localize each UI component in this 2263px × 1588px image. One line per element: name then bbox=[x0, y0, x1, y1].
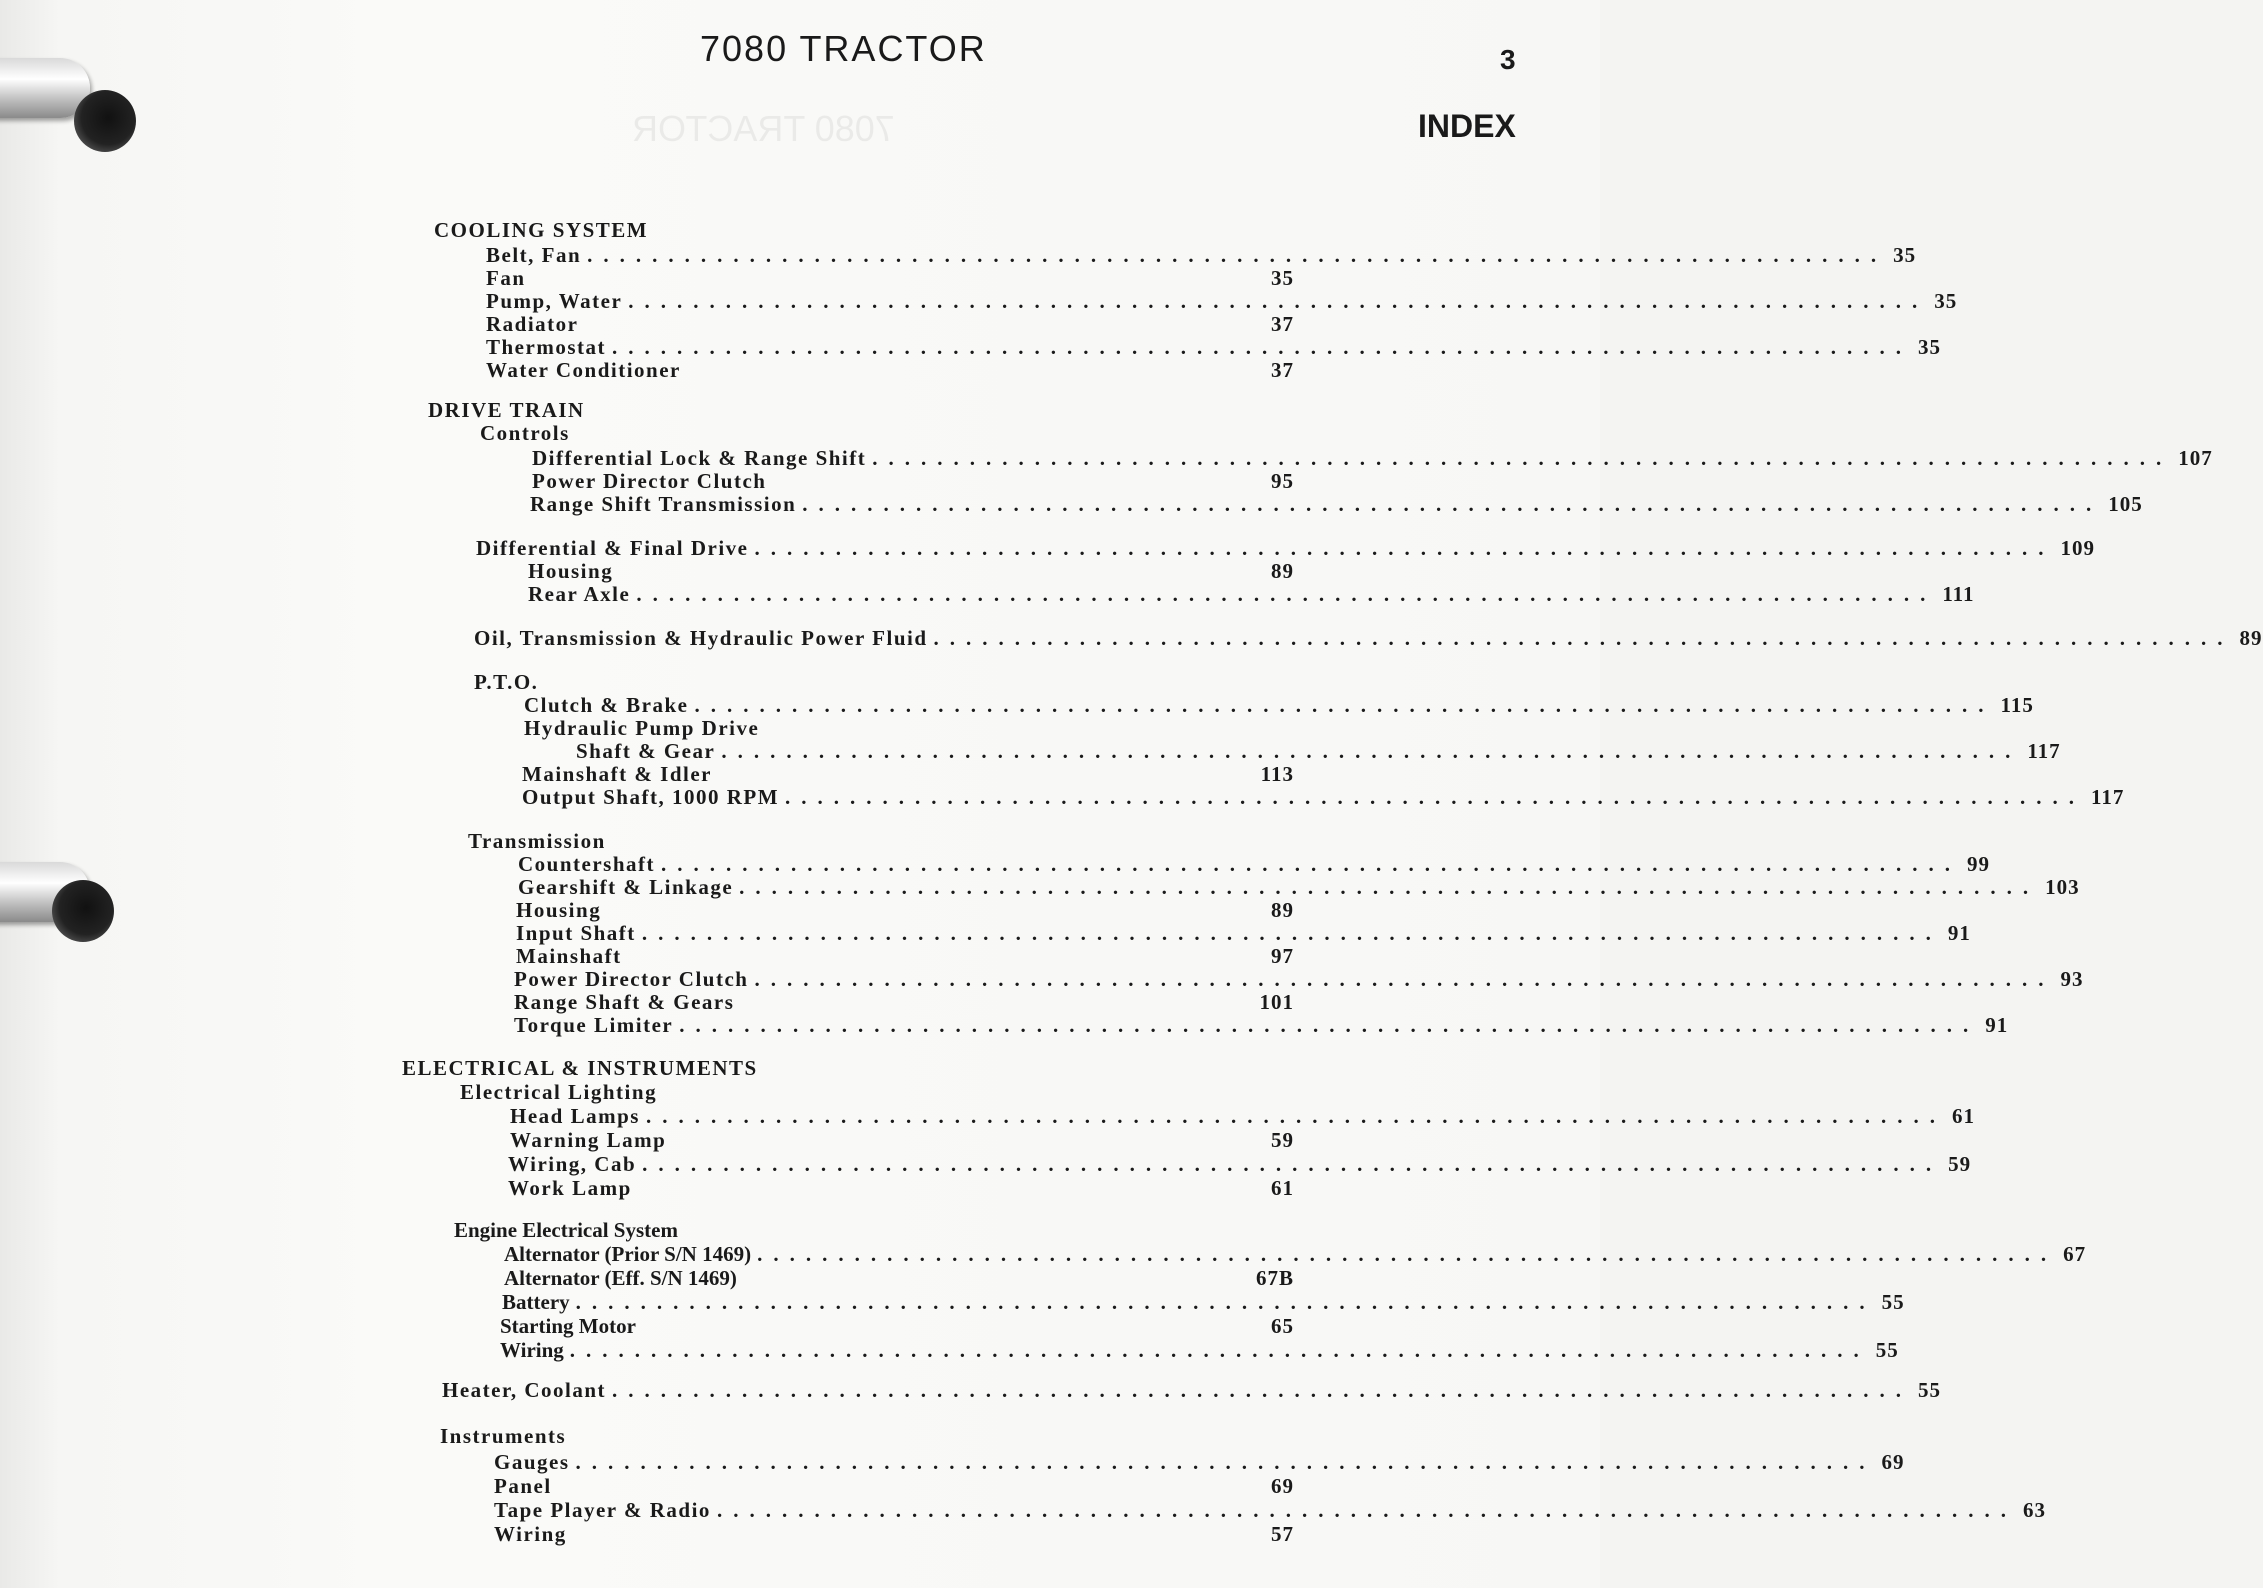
entry-label: Head Lamps bbox=[510, 1104, 640, 1128]
entry-page: 103 bbox=[2045, 875, 2080, 899]
entry-label: Range Shift Transmission bbox=[530, 492, 797, 516]
entry-page: 55 bbox=[1918, 1378, 1942, 1402]
index-entry bbox=[516, 898, 1294, 921]
leader-dots: ................................................................................ bbox=[636, 582, 1937, 606]
entry-label: Wiring, Cab bbox=[508, 1152, 637, 1176]
index-entry bbox=[510, 1128, 1294, 1151]
index-entry bbox=[524, 693, 2034, 717]
leader-dots: ................................................................................ bbox=[754, 536, 2055, 560]
entry-page: 89 bbox=[1271, 559, 1294, 583]
entry-label: Fan bbox=[486, 266, 526, 290]
entry-label: Panel bbox=[494, 1474, 552, 1498]
entry-page: 65 bbox=[1271, 1314, 1294, 1338]
page-title: 7080 TRACTOR bbox=[700, 28, 987, 69]
index-entry bbox=[522, 785, 2125, 809]
subsection-heading: Electrical Lighting bbox=[460, 1080, 658, 1104]
entry-label: Differential & Final Drive bbox=[476, 536, 749, 560]
entry-label: Gauges bbox=[494, 1450, 570, 1474]
section-heading: DRIVE TRAIN bbox=[428, 398, 585, 422]
leader-dots: ................................................................................ bbox=[872, 446, 2173, 470]
entry-page: 107 bbox=[2178, 446, 2213, 470]
index-entry bbox=[518, 875, 2080, 899]
leader-dots: ................................................................................ bbox=[933, 626, 2234, 650]
leader-dots: ................................................................................ bbox=[641, 921, 1942, 945]
leader-dots: ................................................................................ bbox=[611, 335, 1912, 359]
entry-page: 35 bbox=[1893, 243, 1917, 267]
entry-page: 93 bbox=[2060, 967, 2084, 991]
entry-label: Housing bbox=[516, 898, 602, 922]
entry-page: 109 bbox=[2060, 536, 2095, 560]
entry-page: 35 bbox=[1271, 266, 1294, 290]
index-entry bbox=[516, 944, 1294, 967]
leader-dots: ................................................................................ bbox=[645, 1104, 1946, 1128]
entry-label: Wiring bbox=[500, 1338, 564, 1362]
punch-hole-top bbox=[74, 90, 136, 152]
section-heading: COOLING SYSTEM bbox=[434, 218, 649, 242]
entry-label: Starting Motor bbox=[500, 1314, 636, 1338]
index-entry bbox=[486, 289, 1958, 313]
entry-label: Water Conditioner bbox=[486, 358, 681, 382]
entry-page: 95 bbox=[1271, 469, 1294, 493]
entry-label: Input Shaft bbox=[516, 921, 636, 945]
index-entry bbox=[502, 1290, 1905, 1314]
entry-label: Gearshift & Linkage bbox=[518, 875, 734, 899]
entry-page: 67 bbox=[2063, 1242, 2087, 1266]
index-entry bbox=[514, 990, 1294, 1013]
index-entry bbox=[528, 582, 1975, 606]
entry-label: Tape Player & Radio bbox=[494, 1498, 711, 1522]
index-entry bbox=[516, 921, 1971, 945]
entry-page: 63 bbox=[2022, 1498, 2046, 1522]
entry-label: Housing bbox=[528, 559, 614, 583]
index-entry bbox=[532, 469, 1294, 492]
index-entry bbox=[486, 243, 1917, 267]
entry-label: Mainshaft bbox=[516, 944, 622, 968]
entry-page: 117 bbox=[2027, 739, 2061, 763]
leader-dots: ................................................................................ bbox=[587, 243, 1888, 267]
leader-dots: ................................................................................ bbox=[757, 1242, 2058, 1266]
entry-label: Countershaft bbox=[518, 852, 655, 876]
leader-dots: ................................................................................ bbox=[802, 492, 2103, 516]
index-entry bbox=[504, 1242, 2087, 1266]
entry-label: Pump, Water bbox=[486, 289, 623, 313]
index-entry bbox=[510, 1104, 1975, 1128]
subsection-heading: Controls bbox=[480, 421, 570, 445]
entry-label: Radiator bbox=[486, 312, 579, 336]
index-entry bbox=[528, 559, 1294, 582]
subsection-heading: Instruments bbox=[440, 1424, 567, 1448]
section-heading: ELECTRICAL & INSTRUMENTS bbox=[402, 1056, 758, 1080]
entry-page: 67B bbox=[1255, 1266, 1294, 1290]
section-label: INDEX bbox=[1418, 108, 1516, 144]
entry-page: 37 bbox=[1271, 358, 1294, 382]
index-entry bbox=[474, 626, 2263, 650]
entry-page: 37 bbox=[1271, 312, 1294, 336]
entry-page: 101 bbox=[1259, 990, 1294, 1014]
index-entry bbox=[522, 762, 1294, 785]
index-entry bbox=[504, 1266, 1294, 1289]
entry-page: 55 bbox=[1881, 1290, 1905, 1314]
entry-page: 97 bbox=[1271, 944, 1294, 968]
punch-hole-middle bbox=[52, 880, 114, 942]
entry-label: Torque Limiter bbox=[514, 1013, 674, 1037]
index-entry bbox=[508, 1176, 1294, 1199]
index-entry bbox=[508, 1152, 1972, 1176]
leader-dots: ................................................................................ bbox=[785, 785, 2086, 809]
index-entry bbox=[494, 1498, 2046, 1522]
entry-page: 91 bbox=[1985, 1013, 2009, 1037]
entry-page: 55 bbox=[1875, 1338, 1899, 1362]
entry-page: 99 bbox=[1967, 852, 1990, 876]
leader-dots: ................................................................................ bbox=[612, 1378, 1913, 1402]
entry-page: 59 bbox=[1948, 1152, 1972, 1176]
index-entry bbox=[518, 852, 1990, 876]
entry-label: Alternator (Eff. S/N 1469) bbox=[504, 1266, 737, 1290]
entry-label: Output Shaft, 1000 RPM bbox=[522, 785, 780, 809]
entry-page: 35 bbox=[1917, 335, 1941, 359]
leader-dots: ................................................................................ bbox=[739, 875, 2040, 899]
entry-label: Belt, Fan bbox=[486, 243, 582, 267]
entry-label: Rear Axle bbox=[528, 582, 631, 606]
leader-dots: ................................................................................ bbox=[575, 1450, 1876, 1474]
leader-dots: ................................................................................ bbox=[694, 693, 1995, 717]
entry-label: Wiring bbox=[494, 1522, 567, 1546]
entry-page: 117 bbox=[2091, 785, 2125, 809]
entry-label: Range Shaft & Gears bbox=[514, 990, 735, 1014]
entry-label: Thermostat bbox=[486, 335, 606, 359]
index-entry bbox=[476, 536, 2095, 560]
entry-label: Warning Lamp bbox=[510, 1128, 667, 1152]
entry-page: 113 bbox=[1260, 762, 1294, 786]
index-entry bbox=[494, 1522, 1294, 1545]
leader-dots: ................................................................................ bbox=[628, 289, 1929, 313]
index-entry bbox=[486, 312, 1294, 335]
index-entry bbox=[500, 1314, 1294, 1337]
leader-dots: ................................................................................ bbox=[661, 852, 1961, 876]
entry-page: 89 bbox=[1271, 898, 1294, 922]
leader-dots: ................................................................................ bbox=[754, 967, 2055, 991]
index-entry bbox=[442, 1378, 1942, 1402]
index-entry bbox=[494, 1474, 1294, 1497]
page-number: 3 bbox=[1500, 44, 1516, 75]
leader-dots: ................................................................................ bbox=[721, 739, 2022, 763]
entry-label: Power Director Clutch bbox=[514, 967, 749, 991]
subsection-heading: Transmission bbox=[468, 829, 606, 853]
entry-page: 91 bbox=[1947, 921, 1971, 945]
subsection-heading: P.T.O. bbox=[474, 670, 539, 694]
leader-dots: ................................................................................ bbox=[679, 1013, 1980, 1037]
entry-page: 57 bbox=[1271, 1522, 1294, 1546]
index-entry bbox=[514, 967, 2084, 991]
entry-page: 69 bbox=[1271, 1474, 1294, 1498]
entry-label: Shaft & Gear bbox=[576, 739, 716, 763]
entry-label: Alternator (Prior S/N 1469) bbox=[504, 1242, 752, 1266]
bleed-through-title: 7080 TRACTOR bbox=[632, 108, 895, 149]
leader-dots: ................................................................................ bbox=[642, 1152, 1943, 1176]
entry-page: 69 bbox=[1881, 1450, 1905, 1474]
leader-dots: ................................................................................ bbox=[575, 1290, 1876, 1314]
entry-page: 105 bbox=[2108, 492, 2143, 516]
entry-page: 35 bbox=[1934, 289, 1958, 313]
entry-page: 111 bbox=[1942, 582, 1975, 606]
leader-dots: ................................................................................ bbox=[569, 1338, 1870, 1362]
entry-label: Mainshaft & Idler bbox=[522, 762, 712, 786]
index-entry bbox=[486, 266, 1294, 289]
entry-page: 61 bbox=[1951, 1104, 1975, 1128]
entry-label: Differential Lock & Range Shift bbox=[532, 446, 867, 470]
entry-label: Work Lamp bbox=[508, 1176, 632, 1200]
index-entry bbox=[514, 1013, 2009, 1037]
entry-page: 89 bbox=[2239, 626, 2263, 650]
entry-label: Clutch & Brake bbox=[524, 693, 689, 717]
index-entry bbox=[576, 739, 2061, 763]
entry-label: Battery bbox=[502, 1290, 570, 1314]
entry-label: Power Director Clutch bbox=[532, 469, 767, 493]
entry-page: 61 bbox=[1271, 1176, 1294, 1200]
entry-group-label: Hydraulic Pump Drive bbox=[524, 716, 760, 740]
entry-page: 115 bbox=[2000, 693, 2034, 717]
index-entry bbox=[532, 446, 2213, 470]
entry-label: Oil, Transmission & Hydraulic Power Fluid bbox=[474, 626, 928, 650]
index-entry bbox=[494, 1450, 1905, 1474]
entry-page: 59 bbox=[1271, 1128, 1294, 1152]
index-entry bbox=[486, 335, 1941, 359]
subsection-heading: Engine Electrical System bbox=[454, 1218, 678, 1242]
leader-dots: ................................................................................ bbox=[716, 1498, 2017, 1522]
index-entry bbox=[500, 1338, 1899, 1362]
entry-label: Heater, Coolant bbox=[442, 1378, 607, 1402]
index-entry bbox=[486, 358, 1294, 381]
index-entry bbox=[530, 492, 2143, 516]
